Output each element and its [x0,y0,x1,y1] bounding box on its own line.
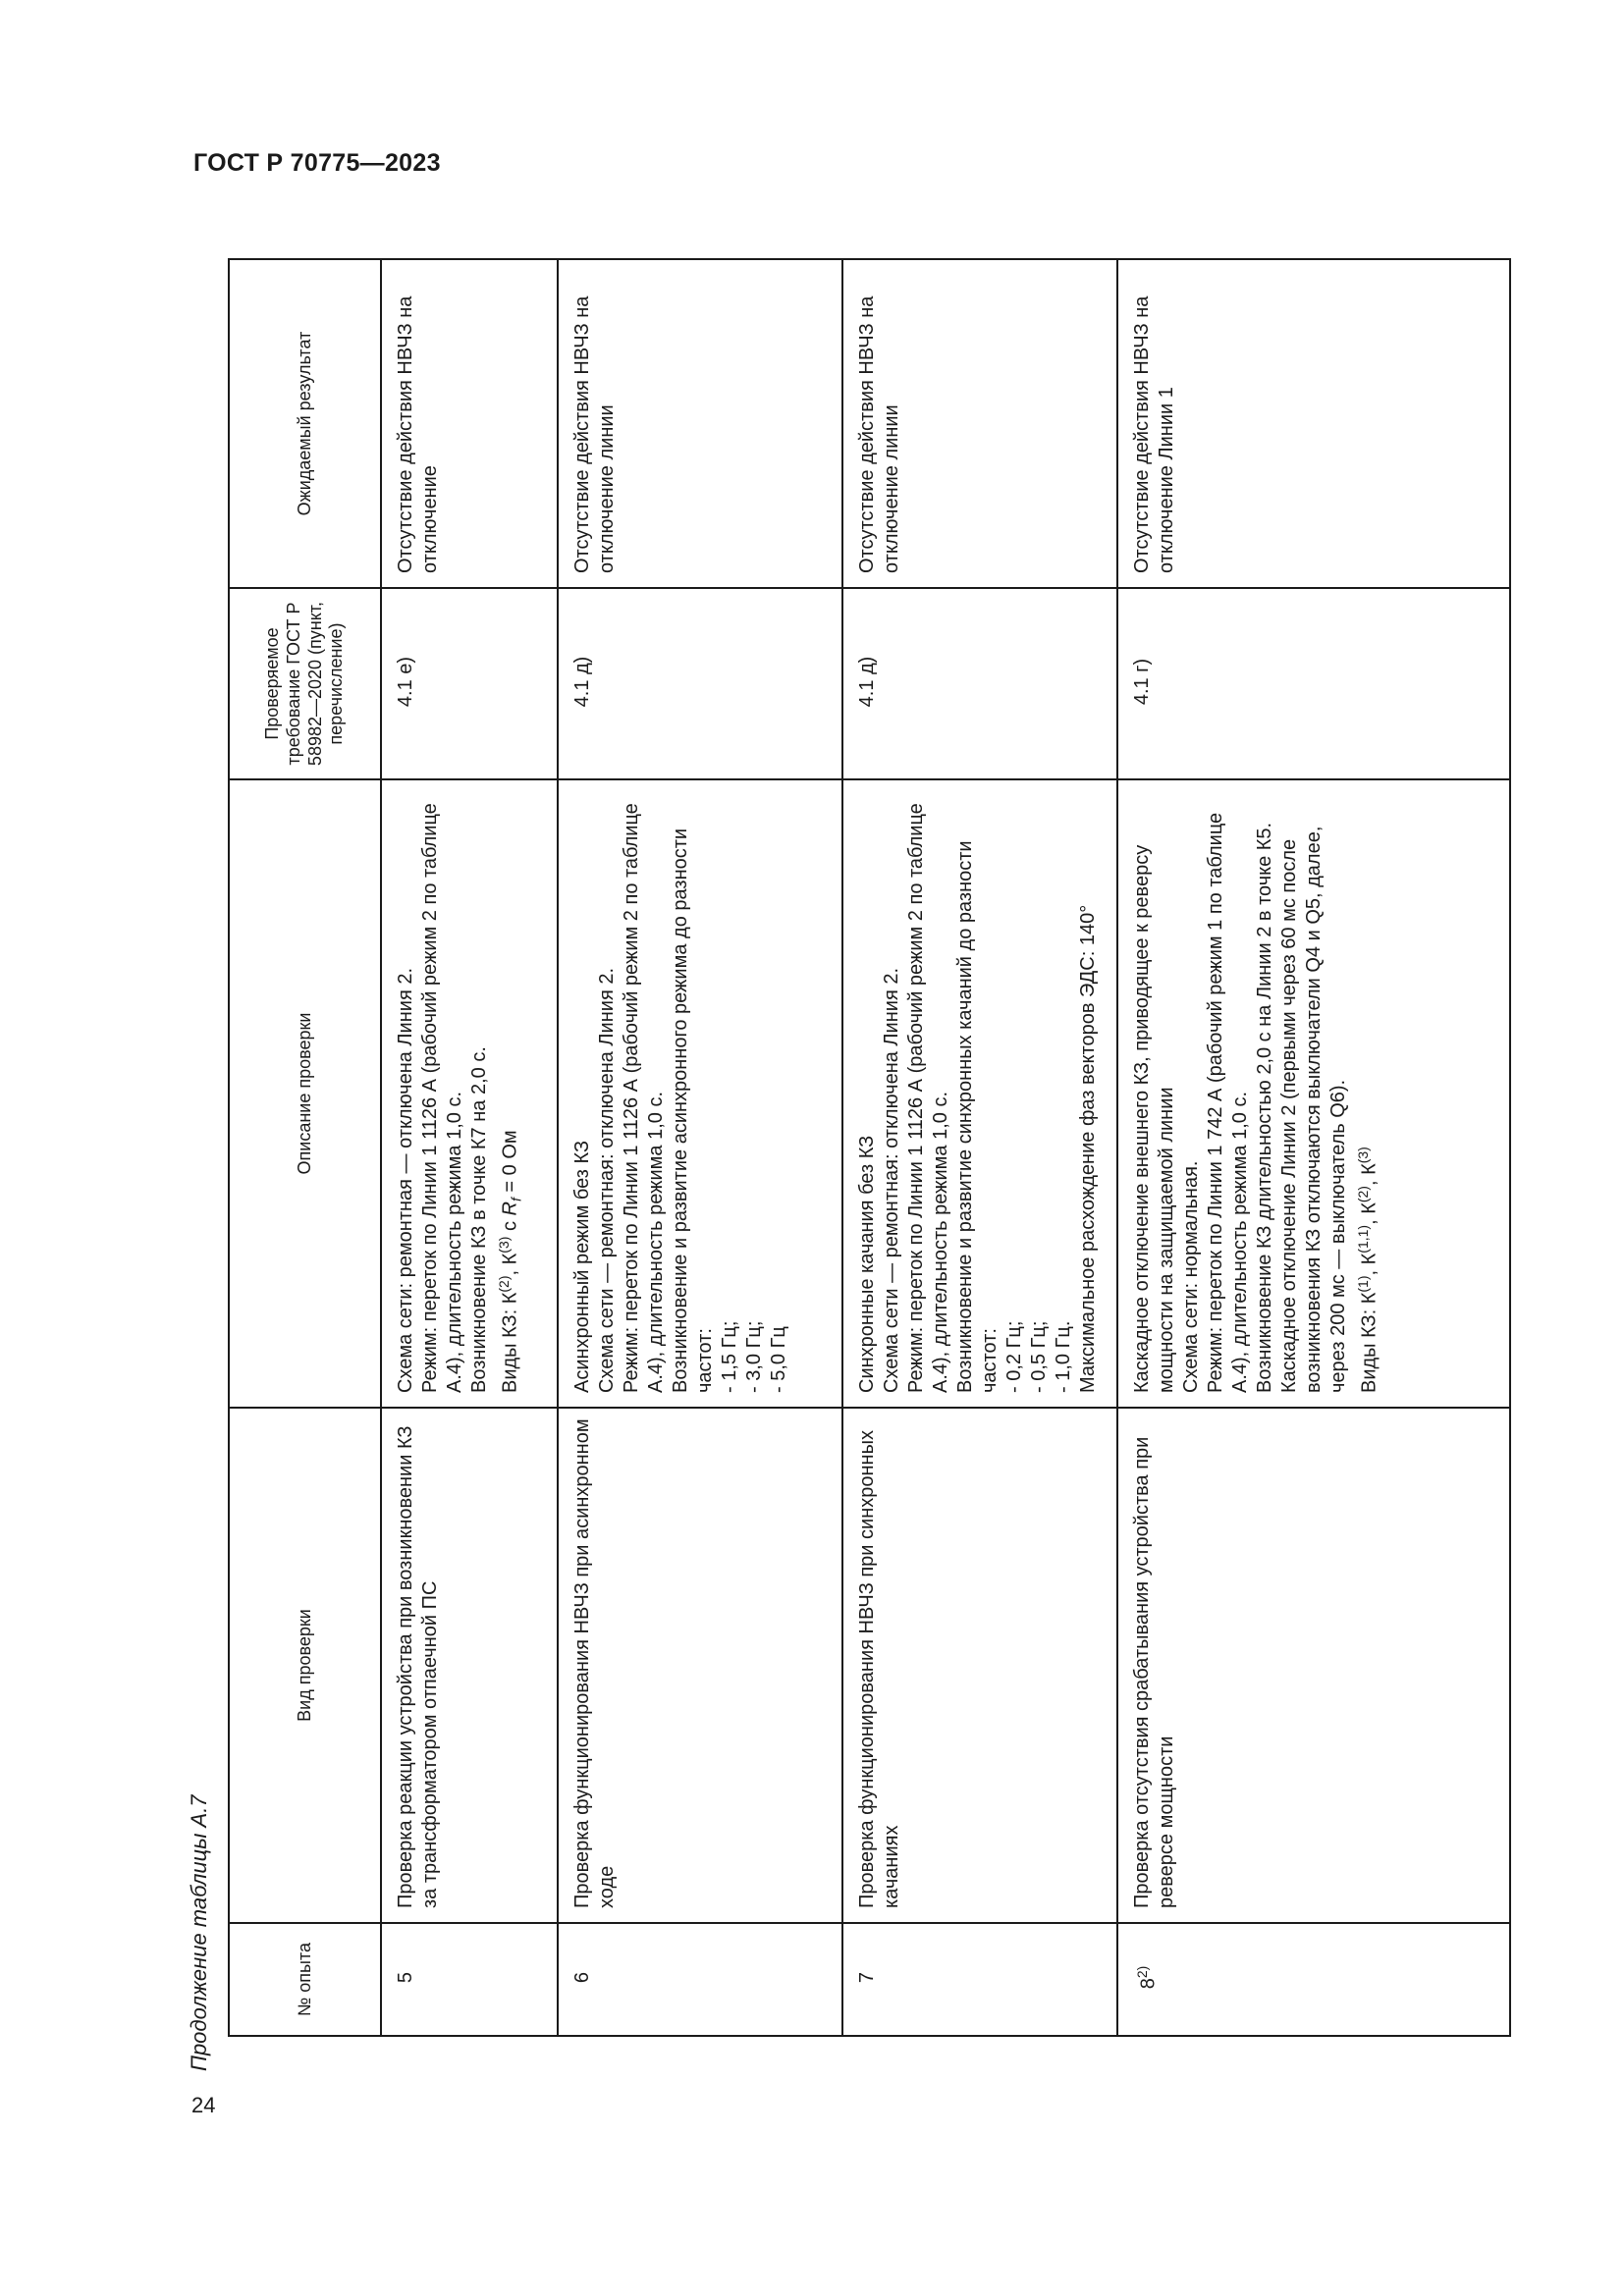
description-line: Возникновение и развитие асинхронного режима до разности частот: [670,828,716,1393]
cell-type: Проверка функционирования НВЧЗ при синхронных качаниях [842,1408,1117,1923]
test-table [228,258,1511,2037]
cell-requirement: 4.1 г) [1117,588,1510,779]
cell-num: 6 [558,1923,842,2036]
cell-result: Отсутствие действия НВЧЗ на отключение линии [842,259,1117,588]
column-header-description: Описание проверки [229,779,381,1408]
row-number: 8 [1137,1978,1160,1990]
description-line: Схема сети — ремонтная: отключена Линия 2. [596,967,618,1393]
cell-description [381,779,558,1408]
cell-result: Отсутствие действия НВЧЗ на отключение Линии 1 [1117,259,1510,588]
cell-description [1117,779,1510,1408]
description-line: Каскадное отключение внешнего КЗ, приводящее к реверсу мощности на защищаемой линии [1131,844,1177,1393]
description-line: - 3,0 Гц; [743,1320,765,1393]
description-line: - 1,5 Гц; [719,1320,740,1393]
description-line: Режим: переток по Линии 1 1126 А (рабочий режим 2 по таблице А.4), длительность режима 1,0 с. [419,803,465,1393]
document-header: ГОСТ Р 70775—2023 [193,149,441,177]
cell-type: Проверка отсутствия срабатывания устройства при реверсе мощности [1117,1408,1510,1923]
table-header-row [229,259,381,2036]
cell-result: Отсутствие действия НВЧЗ на отключение [381,259,558,588]
description-line: Схема сети: ремонтная — отключена Линия 2. [395,967,416,1393]
table-row [1117,259,1510,2036]
description-line: Режим: переток по Линии 1 1126 А (рабочий режим 2 по таблице А.4), длительность режима 1,0 с. [905,803,951,1393]
cell-result: Отсутствие действия НВЧЗ на отключение линии [558,259,842,588]
description-line: Виды КЗ: $К^{(2)}$, $К^{(3)}$ с $R_f = 0$ Ом [496,1130,524,1393]
cell-num: 7 [842,1923,1117,2036]
description-line: - 0,5 Гц; [1028,1320,1050,1393]
cell-type: Проверка функционирования НВЧЗ при асинхронном ходе [558,1408,842,1923]
column-header-result: Ожидаемый результат [229,259,381,588]
description-line: Возникновение КЗ в точке К7 на 2,0 с. [468,1046,490,1393]
description-line: Возникновение и развитие синхронных качаний до разности частот: [954,840,1001,1393]
description-line: Каскадное отключение Линии 2 (первыми через 60 мс после возникновения КЗ отключаются выключатели Q4 и Q5, далее, через 200 мс — выключатель Q6). [1278,826,1349,1393]
cell-requirement: 4.1 д) [558,588,842,779]
description-line: Режим: переток по Линии 1 1126 А (рабочий режим 2 по таблице А.4), длительность режима 1,0 с. [621,803,667,1393]
cell-requirement: 4.1 д) [842,588,1117,779]
cell-requirement: 4.1 е) [381,588,558,779]
cell-num: 5 [381,1923,558,2036]
description-line: Синхронные качания без КЗ [856,1135,878,1393]
description-line: Максимальное расхождение фаз векторов ЭДС: 140° [1077,904,1099,1393]
description-line: Возникновение КЗ длительностью 2,0 с на Линии 2 в точке К5. [1254,822,1275,1393]
column-header-num: № опыта [229,1923,381,2036]
table-row [381,259,558,2036]
cell-description [842,779,1117,1408]
description-line: Виды КЗ: $К^{(1)}$, К$^{(1,1)}$, $К^{(2)}$, $К^{(3)}$ [1355,1147,1380,1393]
cell-num [1117,1923,1510,2036]
description-line: - 0,2 Гц; [1003,1320,1025,1393]
table-row [558,259,842,2036]
description-line: Схема сети — ремонтная: отключена Линия 2. [881,967,902,1393]
description-line: Схема сети: нормальная. [1180,1160,1202,1393]
rotated-table-block [187,245,1440,2071]
cell-description [558,779,842,1408]
description-line: Асинхронный режим без КЗ [571,1140,593,1393]
description-line: - 1,0 Гц. [1053,1320,1074,1393]
table-caption: Продолжение таблицы А.7 [187,1794,211,2071]
column-header-type: Вид проверки [229,1408,381,1923]
column-header-requirement: Проверяемое требование ГОСТ Р 58982—2020 (пункт, перечисление) [229,588,381,779]
cell-type: Проверка реакции устройства при возникновении КЗ за трансформатором отпаечной ПС [381,1408,558,1923]
table-row [842,259,1117,2036]
footnote-ref: 2) [1134,1965,1150,1979]
description-line: - 5,0 Гц [768,1326,789,1393]
description-line: Режим: переток по Линии 1 742 А (рабочий режим 1 по таблице А.4), длительность режима 1,0 с. [1205,812,1251,1393]
page-number: 24 [191,2093,216,2117]
